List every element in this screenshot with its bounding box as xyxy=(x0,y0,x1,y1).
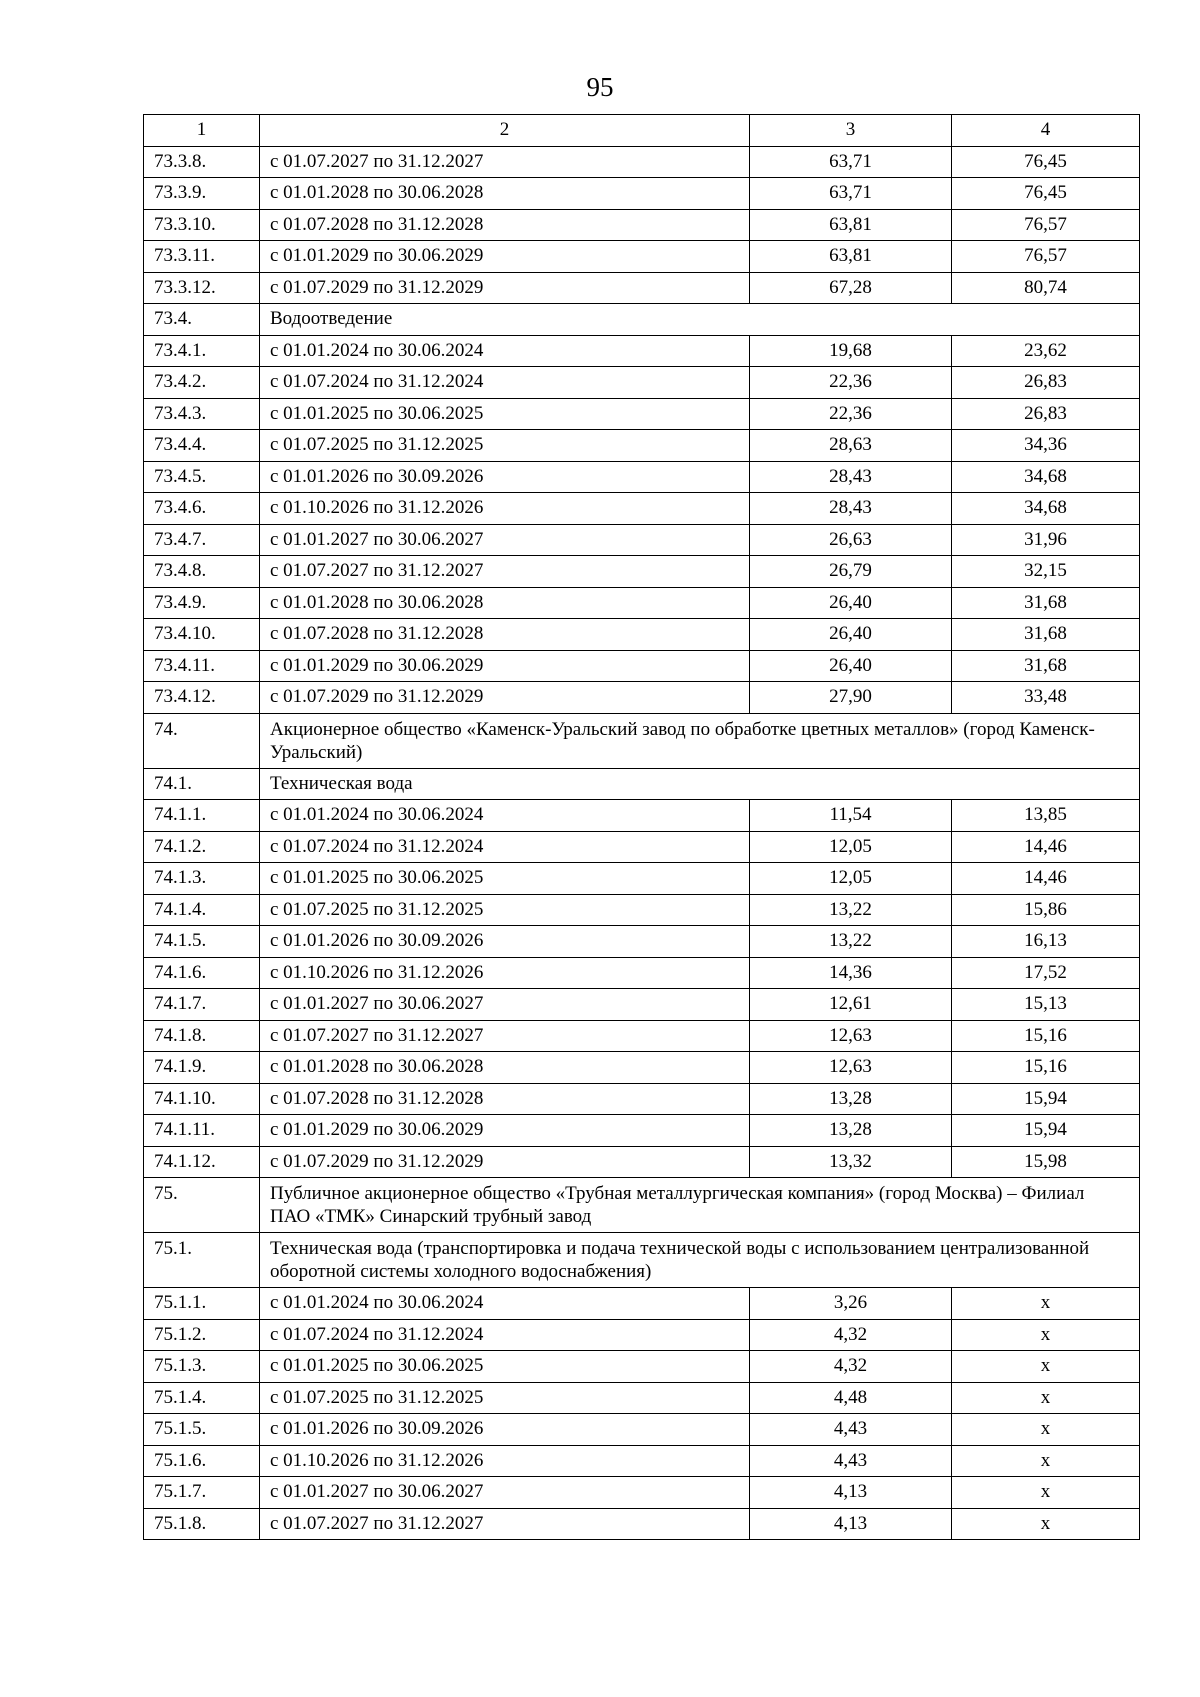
table-row xyxy=(144,957,1140,989)
row-period: с 01.07.2029 по 31.12.2029 xyxy=(260,1146,750,1178)
row-value-col3: 4,43 xyxy=(750,1414,952,1446)
row-value-col3: 11,54 xyxy=(750,800,952,832)
table-row xyxy=(144,335,1140,367)
row-value-col3: 67,28 xyxy=(750,272,952,304)
row-number: 74.1.9. xyxy=(144,1052,260,1084)
row-value-col4: х xyxy=(952,1382,1140,1414)
section-title: Акционерное общество «Каменск-Уральский завод по обработке цветных металлов» (город Каменск-Уральский) xyxy=(260,713,1140,768)
row-value-col3: 26,40 xyxy=(750,619,952,651)
row-value-col4: 26,83 xyxy=(952,398,1140,430)
row-period: с 01.07.2025 по 31.12.2025 xyxy=(260,1382,750,1414)
table-row xyxy=(144,367,1140,399)
row-period: с 01.10.2026 по 31.12.2026 xyxy=(260,493,750,525)
row-value-col3: 22,36 xyxy=(750,367,952,399)
page-number: 95 xyxy=(586,72,614,102)
table-row xyxy=(144,1414,1140,1446)
table-row xyxy=(144,1445,1140,1477)
table-row xyxy=(144,1319,1140,1351)
row-value-col3: 12,05 xyxy=(750,863,952,895)
row-period: с 01.01.2029 по 30.06.2029 xyxy=(260,1115,750,1147)
row-value-col4: х xyxy=(952,1477,1140,1509)
row-period: с 01.01.2025 по 30.06.2025 xyxy=(260,863,750,895)
row-value-col4: 14,46 xyxy=(952,831,1140,863)
row-number: 75.1.6. xyxy=(144,1445,260,1477)
table-row xyxy=(144,398,1140,430)
row-number: 75.1.2. xyxy=(144,1319,260,1351)
table-row xyxy=(144,241,1140,273)
row-value-col3: 63,71 xyxy=(750,146,952,178)
row-period: с 01.01.2024 по 30.06.2024 xyxy=(260,800,750,832)
row-number: 74.1.6. xyxy=(144,957,260,989)
row-value-col4: 15,86 xyxy=(952,894,1140,926)
row-value-col4: 31,68 xyxy=(952,619,1140,651)
row-value-col4: 15,94 xyxy=(952,1083,1140,1115)
row-number: 73.4.5. xyxy=(144,461,260,493)
table-row xyxy=(144,1382,1140,1414)
section-row xyxy=(144,304,1140,336)
table-row xyxy=(144,1351,1140,1383)
row-value-col3: 26,79 xyxy=(750,556,952,588)
row-period: с 01.07.2029 по 31.12.2029 xyxy=(260,682,750,714)
row-value-col4: х xyxy=(952,1288,1140,1320)
row-period: с 01.07.2028 по 31.12.2028 xyxy=(260,619,750,651)
row-period: с 01.07.2025 по 31.12.2025 xyxy=(260,894,750,926)
row-value-col3: 63,81 xyxy=(750,241,952,273)
row-value-col3: 26,40 xyxy=(750,587,952,619)
table-row xyxy=(144,1083,1140,1115)
section-number: 73.4. xyxy=(144,304,260,336)
section-row xyxy=(144,768,1140,800)
row-period: с 01.01.2024 по 30.06.2024 xyxy=(260,1288,750,1320)
row-period: с 01.01.2026 по 30.09.2026 xyxy=(260,1414,750,1446)
tariff-table xyxy=(143,114,1140,1540)
row-value-col4: 15,16 xyxy=(952,1052,1140,1084)
row-value-col3: 4,32 xyxy=(750,1351,952,1383)
row-value-col3: 63,81 xyxy=(750,209,952,241)
row-value-col4: 31,68 xyxy=(952,587,1140,619)
row-period: с 01.01.2028 по 30.06.2028 xyxy=(260,1052,750,1084)
row-value-col4: 76,45 xyxy=(952,146,1140,178)
table-row xyxy=(144,461,1140,493)
row-number: 74.1.7. xyxy=(144,989,260,1021)
row-value-col3: 26,63 xyxy=(750,524,952,556)
row-value-col4: 34,68 xyxy=(952,493,1140,525)
row-number: 73.4.11. xyxy=(144,650,260,682)
table-header-row xyxy=(144,115,1140,147)
row-period: с 01.01.2028 по 30.06.2028 xyxy=(260,587,750,619)
table-row xyxy=(144,1508,1140,1540)
row-value-col4: 23,62 xyxy=(952,335,1140,367)
row-number: 73.4.10. xyxy=(144,619,260,651)
row-value-col4: 31,96 xyxy=(952,524,1140,556)
section-row xyxy=(144,713,1140,768)
row-value-col4: х xyxy=(952,1508,1140,1540)
table-row xyxy=(144,1146,1140,1178)
row-value-col4: 32,15 xyxy=(952,556,1140,588)
row-number: 75.1.1. xyxy=(144,1288,260,1320)
row-period: с 01.07.2028 по 31.12.2028 xyxy=(260,209,750,241)
table-row xyxy=(144,894,1140,926)
section-title: Публичное акционерное общество «Трубная металлургическая компания» (город Москва) – Филиал ПАО «ТМК» Синарский трубный завод xyxy=(260,1178,1140,1233)
row-number: 73.4.1. xyxy=(144,335,260,367)
row-number: 75.1.5. xyxy=(144,1414,260,1446)
row-number: 74.1.1. xyxy=(144,800,260,832)
row-value-col4: 76,57 xyxy=(952,209,1140,241)
row-value-col3: 63,71 xyxy=(750,178,952,210)
row-value-col4: 17,52 xyxy=(952,957,1140,989)
row-number: 73.4.4. xyxy=(144,430,260,462)
row-period: с 01.01.2027 по 30.06.2027 xyxy=(260,524,750,556)
row-number: 73.4.8. xyxy=(144,556,260,588)
section-number: 75. xyxy=(144,1178,260,1233)
row-value-col3: 28,63 xyxy=(750,430,952,462)
row-number: 73.4.6. xyxy=(144,493,260,525)
row-number: 75.1.3. xyxy=(144,1351,260,1383)
row-period: с 01.01.2025 по 30.06.2025 xyxy=(260,398,750,430)
row-period: с 01.07.2029 по 31.12.2029 xyxy=(260,272,750,304)
table-row xyxy=(144,831,1140,863)
table-row xyxy=(144,800,1140,832)
table-row xyxy=(144,524,1140,556)
row-number: 75.1.7. xyxy=(144,1477,260,1509)
row-period: с 01.07.2024 по 31.12.2024 xyxy=(260,367,750,399)
section-number: 74.1. xyxy=(144,768,260,800)
header-col-4: 4 xyxy=(952,115,1140,147)
row-value-col3: 28,43 xyxy=(750,461,952,493)
row-number: 73.4.12. xyxy=(144,682,260,714)
row-period: с 01.01.2029 по 30.06.2029 xyxy=(260,650,750,682)
row-number: 74.1.4. xyxy=(144,894,260,926)
table-row xyxy=(144,926,1140,958)
table-row xyxy=(144,619,1140,651)
table-row xyxy=(144,863,1140,895)
row-number: 73.3.10. xyxy=(144,209,260,241)
table-body xyxy=(144,115,1140,1540)
section-row xyxy=(144,1178,1140,1233)
table-row xyxy=(144,556,1140,588)
row-value-col3: 12,05 xyxy=(750,831,952,863)
row-number: 74.1.2. xyxy=(144,831,260,863)
table-row xyxy=(144,272,1140,304)
row-value-col3: 13,22 xyxy=(750,894,952,926)
row-period: с 01.01.2029 по 30.06.2029 xyxy=(260,241,750,273)
table-row xyxy=(144,587,1140,619)
row-period: с 01.07.2027 по 31.12.2027 xyxy=(260,556,750,588)
row-value-col4: 15,94 xyxy=(952,1115,1140,1147)
table-row xyxy=(144,430,1140,462)
table-row xyxy=(144,682,1140,714)
row-number: 73.4.2. xyxy=(144,367,260,399)
row-number: 75.1.4. xyxy=(144,1382,260,1414)
row-period: с 01.01.2027 по 30.06.2027 xyxy=(260,1477,750,1509)
row-value-col4: х xyxy=(952,1414,1140,1446)
row-number: 74.1.3. xyxy=(144,863,260,895)
table-row xyxy=(144,1477,1140,1509)
section-row xyxy=(144,1233,1140,1288)
row-value-col3: 4,13 xyxy=(750,1477,952,1509)
row-value-col3: 4,13 xyxy=(750,1508,952,1540)
row-period: с 01.07.2025 по 31.12.2025 xyxy=(260,430,750,462)
row-value-col4: 34,36 xyxy=(952,430,1140,462)
row-number: 73.3.9. xyxy=(144,178,260,210)
row-period: с 01.01.2025 по 30.06.2025 xyxy=(260,1351,750,1383)
row-value-col3: 22,36 xyxy=(750,398,952,430)
row-value-col4: 14,46 xyxy=(952,863,1140,895)
row-period: с 01.01.2027 по 30.06.2027 xyxy=(260,989,750,1021)
table-row xyxy=(144,1020,1140,1052)
row-period: с 01.10.2026 по 31.12.2026 xyxy=(260,957,750,989)
row-value-col3: 13,32 xyxy=(750,1146,952,1178)
row-value-col3: 4,32 xyxy=(750,1319,952,1351)
row-value-col4: 31,68 xyxy=(952,650,1140,682)
row-number: 73.3.11. xyxy=(144,241,260,273)
row-period: с 01.01.2026 по 30.09.2026 xyxy=(260,461,750,493)
row-period: с 01.07.2024 по 31.12.2024 xyxy=(260,831,750,863)
header-col-2: 2 xyxy=(260,115,750,147)
table-row xyxy=(144,146,1140,178)
table-row xyxy=(144,650,1140,682)
row-number: 73.3.12. xyxy=(144,272,260,304)
row-number: 73.4.7. xyxy=(144,524,260,556)
row-number: 73.4.9. xyxy=(144,587,260,619)
row-value-col4: 15,98 xyxy=(952,1146,1140,1178)
row-number: 74.1.5. xyxy=(144,926,260,958)
row-value-col4: х xyxy=(952,1319,1140,1351)
row-period: с 01.01.2024 по 30.06.2024 xyxy=(260,335,750,367)
row-value-col3: 13,28 xyxy=(750,1115,952,1147)
row-period: с 01.07.2027 по 31.12.2027 xyxy=(260,146,750,178)
row-number: 74.1.11. xyxy=(144,1115,260,1147)
table-row xyxy=(144,1288,1140,1320)
row-value-col3: 13,28 xyxy=(750,1083,952,1115)
row-period: с 01.07.2027 по 31.12.2027 xyxy=(260,1508,750,1540)
table-row xyxy=(144,178,1140,210)
row-value-col3: 27,90 xyxy=(750,682,952,714)
table-row xyxy=(144,1115,1140,1147)
section-title: Водоотведение xyxy=(260,304,1140,336)
row-period: с 01.07.2028 по 31.12.2028 xyxy=(260,1083,750,1115)
row-value-col4: 26,83 xyxy=(952,367,1140,399)
row-value-col4: х xyxy=(952,1351,1140,1383)
row-number: 73.4.3. xyxy=(144,398,260,430)
table-row xyxy=(144,209,1140,241)
row-number: 74.1.10. xyxy=(144,1083,260,1115)
section-number: 75.1. xyxy=(144,1233,260,1288)
row-period: с 01.07.2024 по 31.12.2024 xyxy=(260,1319,750,1351)
row-period: с 01.01.2026 по 30.09.2026 xyxy=(260,926,750,958)
row-value-col3: 3,26 xyxy=(750,1288,952,1320)
row-value-col4: 76,57 xyxy=(952,241,1140,273)
row-value-col4: 15,13 xyxy=(952,989,1140,1021)
row-value-col3: 26,40 xyxy=(750,650,952,682)
row-value-col3: 12,63 xyxy=(750,1052,952,1084)
table-row xyxy=(144,1052,1140,1084)
row-value-col4: 13,85 xyxy=(952,800,1140,832)
row-number: 75.1.8. xyxy=(144,1508,260,1540)
row-number: 74.1.8. xyxy=(144,1020,260,1052)
header-col-1: 1 xyxy=(144,115,260,147)
row-value-col3: 4,48 xyxy=(750,1382,952,1414)
row-value-col4: 16,13 xyxy=(952,926,1140,958)
row-value-col3: 12,63 xyxy=(750,1020,952,1052)
row-value-col3: 19,68 xyxy=(750,335,952,367)
table-row xyxy=(144,493,1140,525)
row-value-col3: 13,22 xyxy=(750,926,952,958)
header-col-3: 3 xyxy=(750,115,952,147)
row-number: 74.1.12. xyxy=(144,1146,260,1178)
row-value-col4: 34,68 xyxy=(952,461,1140,493)
row-period: с 01.07.2027 по 31.12.2027 xyxy=(260,1020,750,1052)
row-number: 73.3.8. xyxy=(144,146,260,178)
row-period: с 01.10.2026 по 31.12.2026 xyxy=(260,1445,750,1477)
row-value-col4: 76,45 xyxy=(952,178,1140,210)
row-value-col4: х xyxy=(952,1445,1140,1477)
row-value-col4: 80,74 xyxy=(952,272,1140,304)
section-number: 74. xyxy=(144,713,260,768)
row-value-col3: 12,61 xyxy=(750,989,952,1021)
row-period: с 01.01.2028 по 30.06.2028 xyxy=(260,178,750,210)
row-value-col3: 14,36 xyxy=(750,957,952,989)
row-value-col3: 4,43 xyxy=(750,1445,952,1477)
row-value-col4: 33,48 xyxy=(952,682,1140,714)
table-row xyxy=(144,989,1140,1021)
section-title: Техническая вода (транспортировка и подача технической воды с использованием централизованной оборотной системы холодного водоснабжения) xyxy=(260,1233,1140,1288)
row-value-col4: 15,16 xyxy=(952,1020,1140,1052)
row-value-col3: 28,43 xyxy=(750,493,952,525)
section-title: Техническая вода xyxy=(260,768,1140,800)
